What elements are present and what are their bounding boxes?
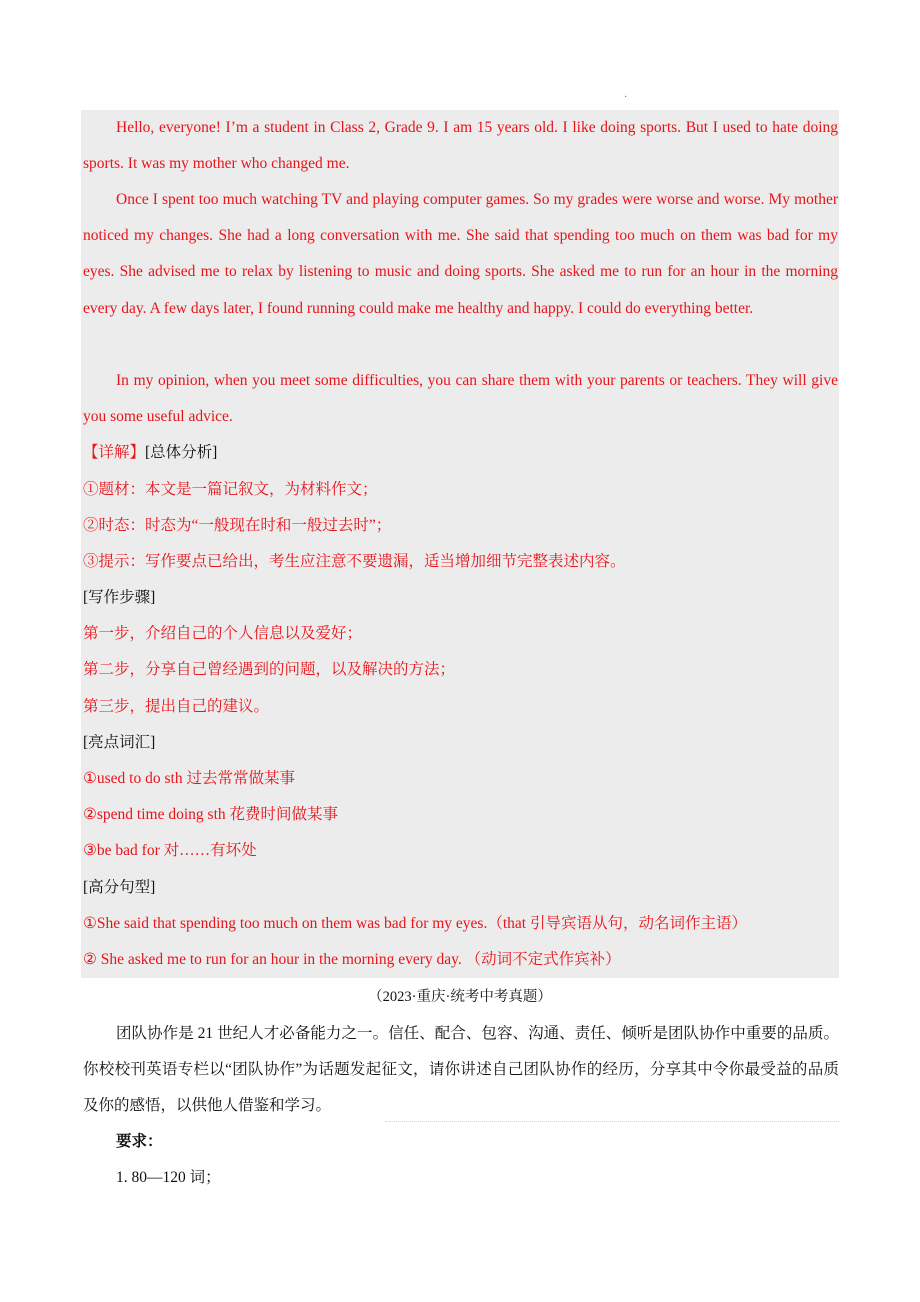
analysis-header bbox=[83, 443, 217, 463]
essay-paragraph-1: Hello, everyone! I’m a student in Class 2, Grade 9. I am 15 years old. I like doing sports. But I used to hate doing sports. It was my mother who changed me. bbox=[83, 119, 838, 173]
analysis-header-label: [总体分析] bbox=[145, 444, 218, 461]
steps-label: [写作步骤] bbox=[83, 589, 156, 606]
vocab-item-2: ②spend time doing sth 花费时间做某事 bbox=[83, 806, 339, 823]
question-prompt: 团队协作是 21 世纪人才必备能力之一。信任、配合、包容、沟通、责任、倾听是团队协作中重要的品质。你校校刊英语专栏以“团队协作”为话题发起征文，请你讲述自己团队协作的经历，分享其中令你最受益的品质及你的感悟，以供他人借鉴和学习。 bbox=[83, 1025, 839, 1114]
dotted-rule bbox=[385, 1121, 839, 1122]
vocab-item-3: ③be bad for 对……有坏处 bbox=[83, 842, 257, 859]
question-source: （2023·重庆·统考中考真题） bbox=[368, 989, 552, 1005]
essay-paragraph-3: In my opinion, when you meet some difficulties, you can share them with your parents or teachers. They will give you some useful advice. bbox=[83, 372, 838, 426]
sentence-item-2: ② She asked me to run for an hour in the morning every day. （动词不定式作宾补） bbox=[83, 951, 621, 968]
requirement-item-1: 1. 80—120 词； bbox=[116, 1169, 221, 1186]
step-item-2: 第二步，分享自己曾经遇到的问题，以及解决的方法； bbox=[83, 661, 456, 678]
step-item-3: 第三步，提出自己的建议。 bbox=[83, 698, 270, 715]
vocab-label: [亮点词汇] bbox=[83, 734, 156, 751]
sentences-label: [高分句型] bbox=[83, 879, 156, 896]
requirements-label: 要求： bbox=[116, 1133, 163, 1150]
step-item-1: 第一步，介绍自己的个人信息以及爱好； bbox=[83, 625, 363, 642]
overall-item-1: ①题材：本文是一篇记叙文，为材料作文； bbox=[83, 481, 378, 498]
essay-paragraph-2: Once I spent too much watching TV and playing computer games. So my grades were worse and worse. My mother noticed my changes. She had a long conversation with me. She said that spending too much on them was bad for my eyes. She advised me to relax by listening to music and doing sports. She asked me to run for an hour in the morning every day. A few days later, I found running could make me healthy and happy. I could do everything better. bbox=[83, 191, 838, 317]
page-mark: · bbox=[624, 92, 628, 103]
overall-item-3: ③提示：写作要点已给出，考生应注意不要遗漏，适当增加细节完整表述内容。 bbox=[83, 553, 626, 570]
analysis-header-bracket: 【详解】 bbox=[83, 444, 146, 461]
overall-item-2: ②时态：时态为“一般现在时和一般过去时”； bbox=[83, 517, 392, 534]
sentence-item-1: ①She said that spending too much on them was bad for my eyes.（that 引导宾语从句，动名词作主语） bbox=[83, 915, 747, 932]
vocab-item-1: ①used to do sth 过去常常做某事 bbox=[83, 770, 295, 787]
